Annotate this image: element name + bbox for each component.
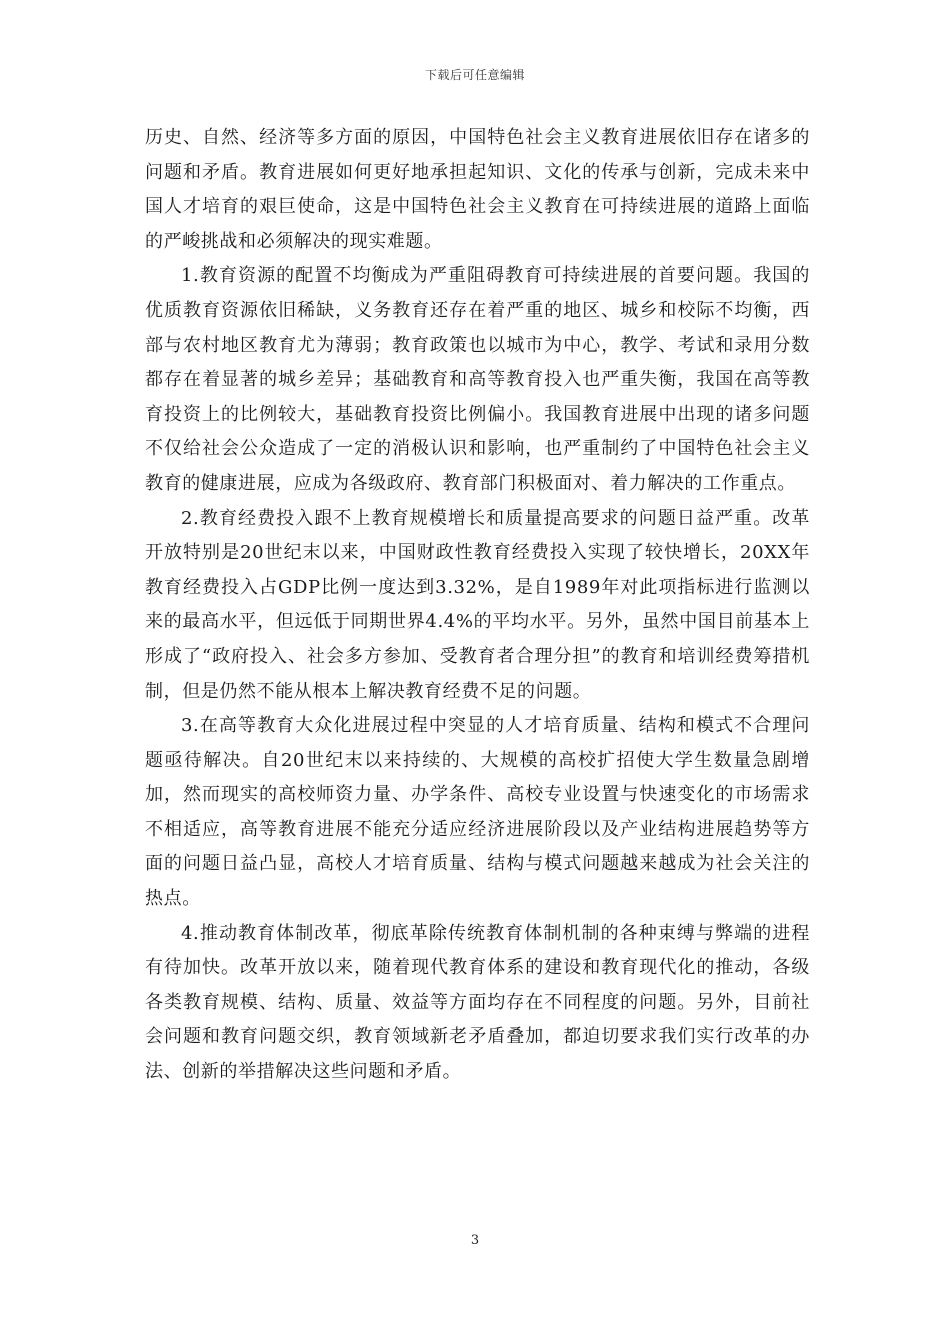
paragraph-item-4: 4.推动教育体制改革，彻底革除传统教育体制机制的各种束缚与弊端的进程有待加快。改革开放以来，随着现代教育体系的建设和教育现代化的推动，各级各类教育规模、结构、质量、效益等方面均存在不同程度的问题。另外，目前社会问题和教育问题交织，教育领域新老矛盾叠加，都迫切要求我们实行改革的办法、创新的举措解决这些问题和矛盾。 xyxy=(145,922,810,1083)
paragraph-item-1: 1.教育资源的配置不均衡成为严重阻碍教育可持续进展的首要问题。我国的优质教育资源依旧稀缺，义务教育还存在着严重的地区、城乡和校际不均衡，西部与农村地区教育尤为薄弱；教育政策也以城市为中心，教学、考试和录用分数都存在着显著的城乡差异；基础教育和高等教育投入也严重失衡，我国在高等教育投资上的比例较大，基础教育投资比例偏小。我国教育进展中出现的诸多问题不仅给社会公众造成了一定的消极认识和影响，也严重制约了中国特色社会主义教育的健康进展，应成为各级政府、教育部门积极面对、着力解决的工作重点。 xyxy=(145,265,810,494)
paragraph-item-3: 3.在高等教育大众化进展过程中突显的人才培育质量、结构和模式不合理问题亟待解决。自20世纪末以来持续的、大规模的高校扩招使大学生数量急剧增加，然而现实的高校师资力量、办学条件、高校专业设置与快速变化的市场需求不相适应，高等教育进展不能充分适应经济进展阶段以及产业结构进展趋势等方面的问题日益凸显，高校人才培育质量、结构与模式问题越来越成为社会关注的热点。 xyxy=(145,715,810,910)
page-number: 3 xyxy=(470,1233,480,1248)
paragraph-item-2: 2.教育经费投入跟不上教育规模增长和质量提高要求的问题日益严重。改革开放特别是20世纪末以来，中国财政性教育经费投入实现了较快增长，20XX年教育经费投入占GDP比例一度达到3.32%，是自1989年对此项指标进行监测以来的最高水平，但远低于同期世界4.4%的平均水平。另外，虽然中国目前基本上形成了“政府投入、社会多方参加、受教育者合理分担”的教育和培训经费筹措机制，但是仍然不能从根本上解决教育经费不足的问题。 xyxy=(145,507,810,702)
page-header: 下载后可任意编辑 xyxy=(424,68,525,82)
paragraph-continuation: 历史、自然、经济等多方面的原因，中国特色社会主义教育进展依旧存在诸多的问题和矛盾。教育进展如何更好地承担起知识、文化的传承与创新，完成未来中国人才培育的艰巨使命，这是中国特色社会主义教育在可持续进展的道路上面临的严峻挑战和必须解决的现实难题。 xyxy=(145,127,810,252)
body-text xyxy=(145,121,810,1090)
